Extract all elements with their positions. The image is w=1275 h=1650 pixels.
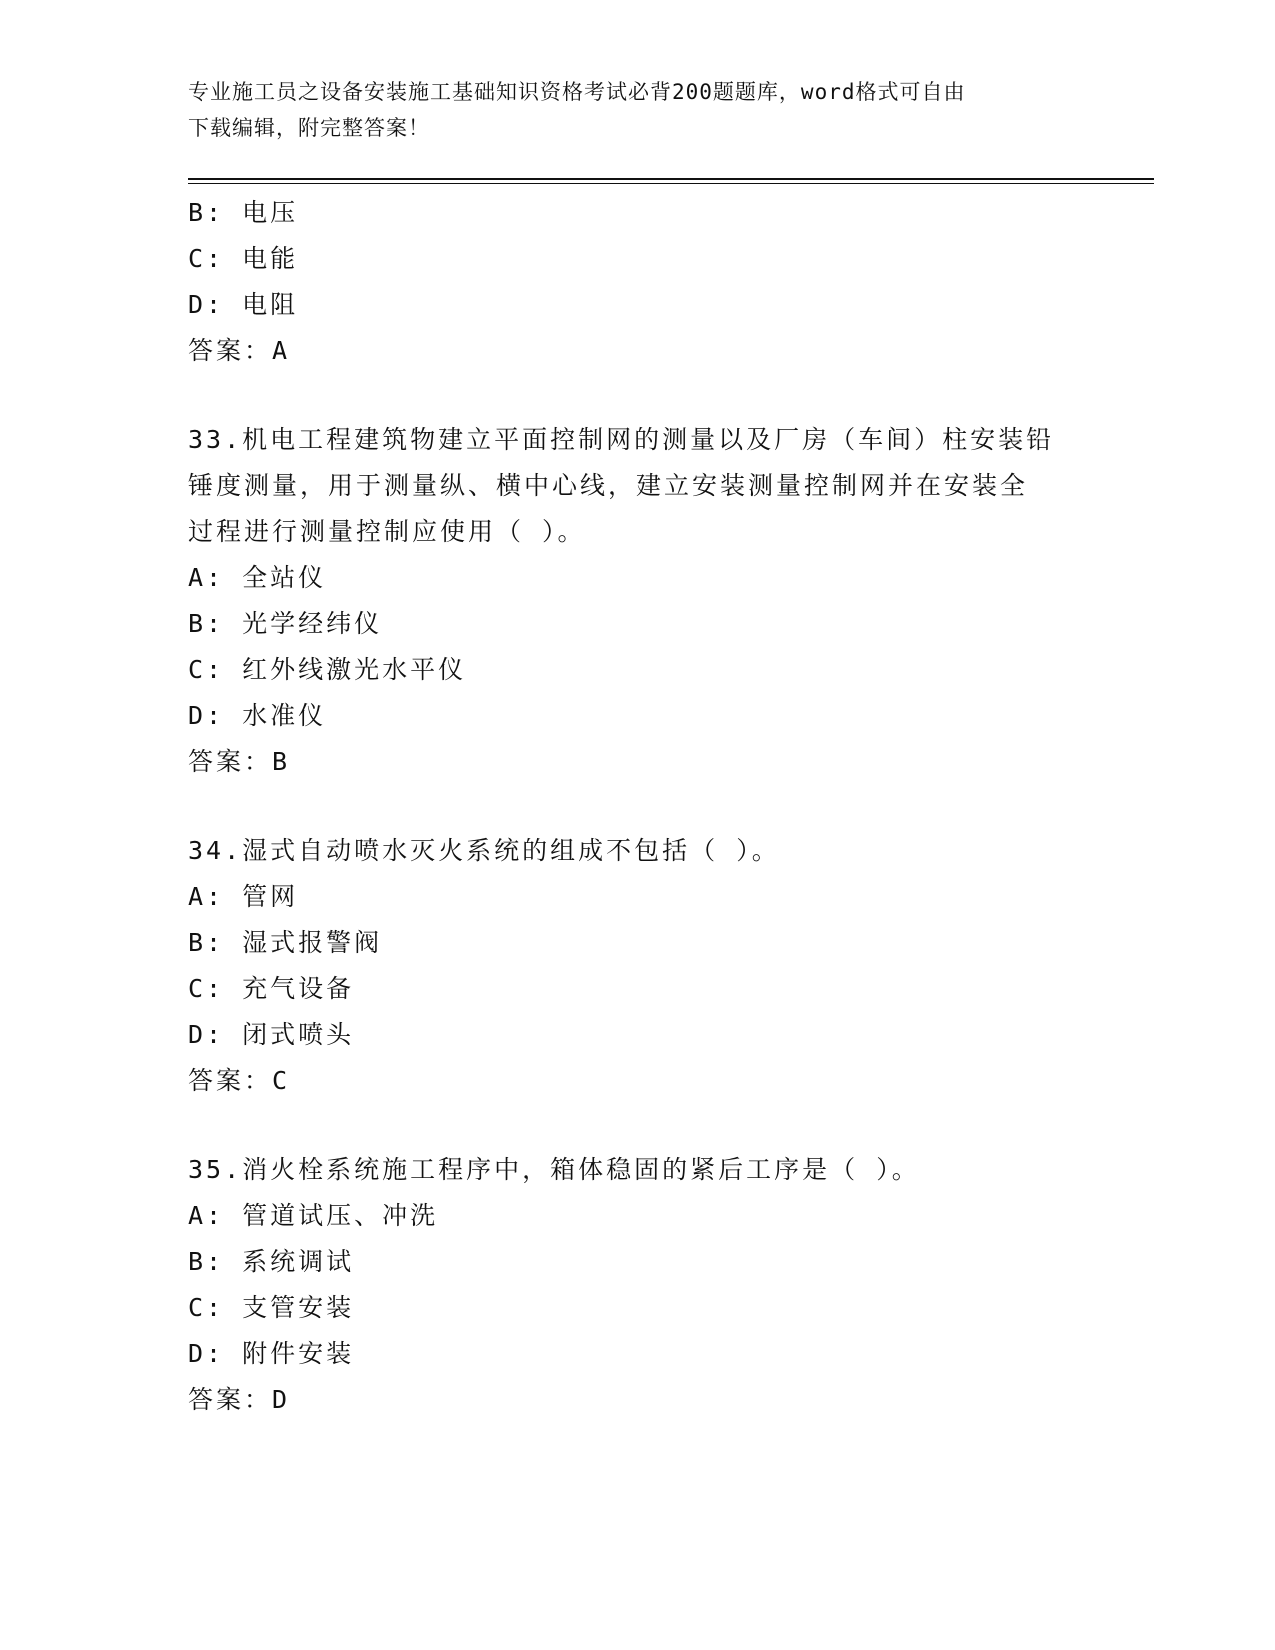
option-d: D: 电阻 [188,290,299,319]
question-text-line: 33.机电工程建筑物建立平面控制网的测量以及厂房（车间）柱安装铅 [188,425,1055,454]
option-d: D: 闭式喷头 [188,1020,355,1049]
answer-line: 答案：C [188,1066,291,1095]
option-c: C: 红外线激光水平仪 [188,655,467,684]
answer-line: 答案：B [188,747,291,776]
question-content [188,190,1088,1423]
option-d: D: 水准仪 [188,701,327,730]
header-line-1: 专业施工员之设备安装施工基础知识资格考试必背200题题库，word格式可自由 [188,80,966,104]
option-a: A: 全站仪 [188,563,327,592]
question-33 [188,417,1088,785]
option-a: A: 管网 [188,882,299,911]
option-c: C: 充气设备 [188,974,355,1003]
option-c: C: 支管安装 [188,1293,355,1322]
option-a: A: 管道试压、冲洗 [188,1201,439,1230]
option-c: C: 电能 [188,244,299,273]
document-header [188,74,1088,146]
question-34 [188,828,1088,1104]
question-35 [188,1147,1088,1423]
answer-line: 答案：D [188,1385,291,1414]
header-divider-thin [188,183,1154,184]
option-d: D: 附件安装 [188,1339,355,1368]
answer-line: 答案：A [188,336,291,365]
question-text-line: 过程进行测量控制应使用（ ）。 [188,517,586,546]
previous-question-tail [188,190,1088,374]
question-text-line: 34.湿式自动喷水灭火系统的组成不包括（ ）。 [188,836,780,865]
question-text-line: 锤度测量，用于测量纵、横中心线，建立安装测量控制网并在安装全 [188,471,1029,500]
option-b: B: 电压 [188,198,299,227]
option-b: B: 系统调试 [188,1247,355,1276]
option-b: B: 湿式报警阀 [188,928,383,957]
option-b: B: 光学经纬仪 [188,609,383,638]
header-divider-thick [188,178,1154,180]
question-text-line: 35.消火栓系统施工程序中，箱体稳固的紧后工序是（ ）。 [188,1155,920,1184]
header-line-2: 下载编辑，附完整答案！ [188,116,430,140]
